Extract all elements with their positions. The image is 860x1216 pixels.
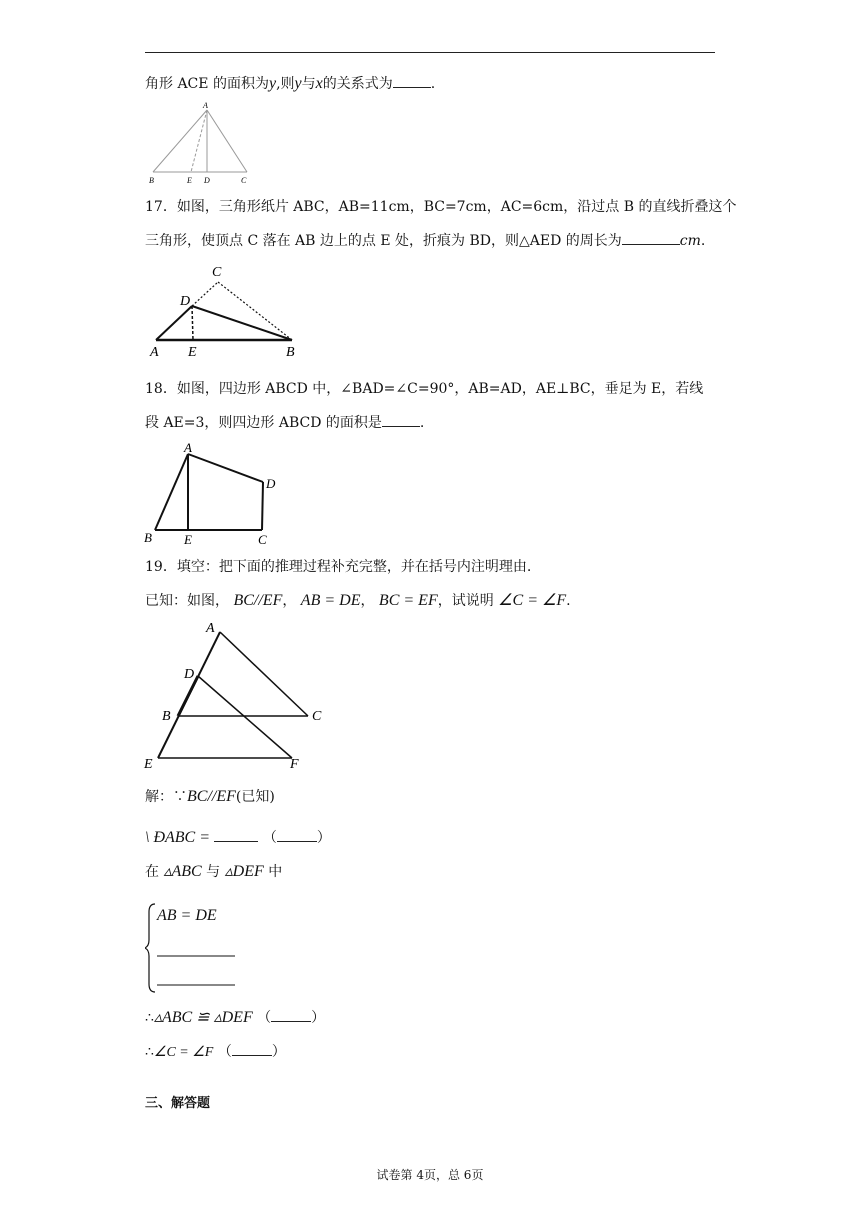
q19-text: ，试说明 <box>437 593 494 609</box>
answer-blank <box>622 231 680 245</box>
math-bc-eq-ef: BC = EF <box>378 592 438 609</box>
label-c: C <box>212 265 222 280</box>
label-b: B <box>162 709 171 724</box>
edge-de <box>192 306 193 340</box>
var-y: y <box>268 75 277 92</box>
label-a: A <box>184 440 192 455</box>
q18-line1: 18．如图，四边形 ABCD 中，∠BAD=∠C=90°，AB=AD，AE⊥BC，垂足为 E，若线 <box>145 381 704 397</box>
label-e: E <box>184 532 192 547</box>
q16-text: ,则 <box>276 76 295 92</box>
label-e: E <box>144 757 153 772</box>
paren: ） <box>316 830 331 846</box>
q19-sol4 <box>145 1008 325 1028</box>
math-angle-c-eq-f: ∠C = ∠F <box>153 1045 214 1060</box>
triangle-abc: ▵ABC <box>163 863 202 880</box>
label-f: F <box>290 757 299 772</box>
edge-db <box>178 676 198 716</box>
q16-text: 与 <box>301 76 316 92</box>
paren: （ <box>217 1044 232 1060</box>
label-c: C <box>312 709 322 724</box>
q19-sol5 <box>145 1042 286 1063</box>
q19-line1: 19．填空：把下面的推理过程补充完整，并在括号内注明理由. <box>145 559 532 575</box>
edge-cb <box>218 282 292 340</box>
unit-cm: cm <box>679 233 701 249</box>
edge-dc <box>192 282 218 306</box>
q19-text: 在 <box>145 864 159 880</box>
q16-text: . <box>430 76 436 92</box>
q17-text: 三角形，使顶点 C 落在 AB 边上的点 E 处，折痕为 BD，则△AED 的周长为 <box>145 233 622 249</box>
q19-text: 与 <box>206 864 221 880</box>
reason-blank <box>271 1008 311 1022</box>
math-bc-parallel-ef: BC//EF <box>233 592 283 609</box>
label-d: D <box>204 176 210 185</box>
label-a: A <box>203 101 208 110</box>
q16-text: 角形 ACE 的面积为 <box>145 76 269 92</box>
label-b: B <box>149 176 154 185</box>
q19-sol2 <box>145 828 331 848</box>
label-c: C <box>241 176 247 185</box>
q19-text: . <box>566 593 571 609</box>
q16-tail-line <box>145 74 435 94</box>
brace-icon <box>145 904 155 992</box>
label-a: A <box>150 345 159 360</box>
page-footer: 试卷第 4页，总 6页 <box>376 1168 484 1182</box>
q19-text: 解：∵ <box>145 789 187 805</box>
q16-text: 的关系式为 <box>322 76 393 92</box>
q19-text: 中 <box>268 864 283 880</box>
answer-blank <box>214 828 258 842</box>
paren: ） <box>311 1010 326 1026</box>
therefore-icon: ∴ <box>145 1044 154 1060</box>
edge-ab <box>155 454 188 530</box>
math-angle-c-eq-f: ∠C = ∠F <box>498 592 567 609</box>
label-a: A <box>206 621 215 636</box>
q18-line2 <box>145 413 424 433</box>
var-x: x <box>315 75 323 92</box>
edge-ad <box>188 454 263 482</box>
label-e: E <box>188 345 197 360</box>
label-e: E <box>187 176 192 185</box>
triangle-def: ▵DEF <box>224 863 264 880</box>
q18-text: . <box>419 415 425 431</box>
reason-given: (已知) <box>235 789 275 805</box>
brace-row1: AB = DE <box>157 907 217 924</box>
q18-figure <box>140 440 285 548</box>
label-b: B <box>144 530 152 545</box>
q17-figure <box>140 262 310 362</box>
q17-line1: 17．如图，三角形纸片 ABC，AB=11cm，BC=7cm，AC=6cm，沿过点 B 的直线折叠这个 <box>145 199 737 215</box>
q19-given: 已知：如图， BC//EF， AB = DE， BC = EF，试说明 ∠C = ∠F. <box>145 592 571 609</box>
section-title: 三、解答题 <box>145 1096 211 1111</box>
math-congruent: ▵ABC ≌ ▵DEF <box>153 1009 253 1026</box>
paren: （ <box>257 1010 272 1026</box>
answer-blank <box>382 413 420 427</box>
var-y: y <box>294 75 302 92</box>
label-d: D <box>266 476 276 491</box>
math-angle-abc: \ ÐABC = <box>145 829 211 846</box>
paren: ） <box>271 1044 286 1060</box>
therefore-icon: ∴ <box>145 1010 154 1026</box>
math-ab-eq-de: AB = DE <box>300 592 361 609</box>
q16-figure <box>145 98 255 188</box>
q19-figure <box>140 618 340 773</box>
label-c: C <box>258 532 267 547</box>
answer-blank <box>393 74 431 88</box>
edge-ac <box>207 110 247 172</box>
reason-blank <box>232 1042 272 1056</box>
fold-bd <box>192 306 292 340</box>
label-d: D <box>180 294 191 309</box>
q19-text: 已知：如图， <box>145 593 229 609</box>
edge-ac <box>220 632 308 716</box>
reason-blank <box>277 828 317 842</box>
label-d: D <box>184 667 195 682</box>
q19-sol1 <box>145 787 275 807</box>
q18-text: 段 AE=3，则四边形 ABCD 的面积是 <box>145 415 382 431</box>
q19-sol3 <box>145 862 282 882</box>
math-bc-parallel-ef: BC//EF <box>187 788 236 805</box>
q17-text: . <box>700 233 706 249</box>
edge-dc <box>262 482 263 530</box>
paren: （ <box>262 830 277 846</box>
header-rule <box>145 52 715 53</box>
edge-ad <box>156 306 192 340</box>
label-b: B <box>286 345 295 360</box>
q17-line2 <box>145 231 705 251</box>
